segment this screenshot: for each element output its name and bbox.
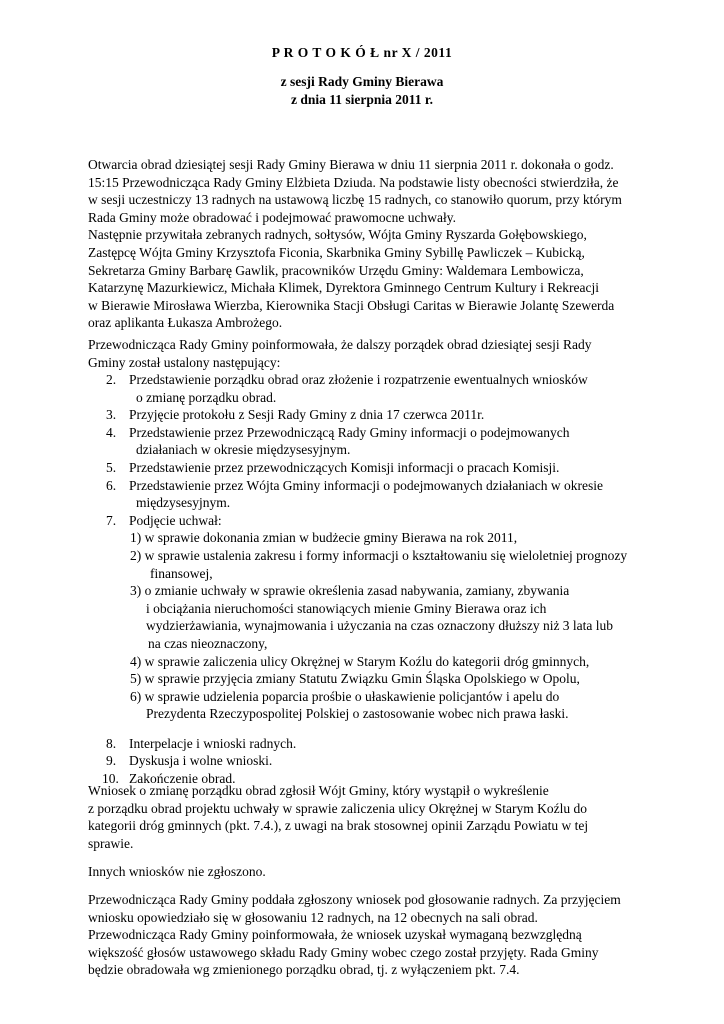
list-item bbox=[88, 371, 648, 406]
item-text: finansowej, bbox=[150, 565, 213, 581]
item-text: Przedstawienie przez Przewodniczącą Rady Gminy informacji o podejmowanych bbox=[129, 424, 570, 440]
text-line: Wniosek o zmianę porządku obrad zgłosił Wójt Gminy, który wystąpił o wykreślenie bbox=[88, 783, 549, 798]
no-other-motions bbox=[88, 863, 622, 881]
item-text: na czas nieoznaczony, bbox=[148, 635, 268, 651]
item-number: 3. bbox=[106, 407, 117, 423]
protocol-title: P R O T O K Ó Ł nr X / 2011 bbox=[271, 45, 453, 60]
text-line: Następnie przywitała zebranych radnych, sołtysów, Wójta Gminy Ryszarda Gołębowskiego, bbox=[88, 227, 587, 243]
list-item bbox=[88, 512, 648, 530]
text-line: w sesji uczestniczy 13 radnych na ustawową liczbę 15 radnych, co stanowiło quorum, przy którym bbox=[88, 192, 622, 208]
list-item bbox=[130, 547, 648, 582]
item-number: 6. bbox=[106, 477, 117, 493]
list-item bbox=[88, 459, 648, 477]
session-date: z dnia 11 sierpnia 2011 r. bbox=[290, 92, 434, 107]
item-text: 4) w sprawie zaliczenia ulicy Okrężnej w Starym Koźlu do kategorii dróg gminnych, bbox=[130, 653, 590, 669]
text-line: Przewodnicząca Rady Gminy poinformowała, że dalszy porządek obrad dziesiątej sesji Rady bbox=[88, 337, 592, 352]
item-number: 2. bbox=[106, 372, 117, 387]
item-text: Interpelacje i wnioski radnych. bbox=[129, 735, 297, 751]
session-subtitle: z sesji Rady Gminy Bierawa bbox=[280, 74, 444, 89]
list-item bbox=[88, 424, 648, 459]
list-item bbox=[130, 688, 648, 723]
text-line: Gminy został ustalony następujący: bbox=[88, 354, 281, 370]
item-text: o zmianę porządku obrad. bbox=[136, 389, 277, 405]
text-line: Sekretarza Gminy Barbarę Gawlik, pracowników Urzędu Gminy: Waldemara Lembowicza, bbox=[88, 262, 584, 278]
text-line: Rada Gminy może obradować i podejmować prawomocne uchwały. bbox=[88, 209, 457, 225]
text-line: kategorii dróg gminnych (pkt. 7.4.), z uwagi na brak stosownej opinii Zarządu Powiatu w tej bbox=[88, 818, 589, 834]
item-text: 1) w sprawie dokonania zmian w budżecie gminy Bierawa na rok 2011, bbox=[130, 530, 518, 546]
list-item bbox=[88, 735, 648, 753]
intro-paragraph bbox=[88, 156, 622, 332]
item-text: Przedstawienie przez przewodniczących Komisji informacji o pracach Komisji. bbox=[129, 459, 560, 475]
list-item bbox=[88, 406, 648, 424]
vote-paragraph bbox=[88, 891, 622, 979]
text-line: z porządku obrad projektu uchwały w sprawie zaliczenia ulicy Okrężnej w Starym Koźlu do bbox=[88, 800, 587, 816]
item-text: Przedstawienie porządku obrad oraz złożenie i rozpatrzenie ewentualnych wniosków bbox=[129, 372, 588, 387]
item-number: 8. bbox=[106, 735, 117, 751]
item-number: 7. bbox=[106, 512, 117, 528]
item-text: Przyjęcie protokołu z Sesji Rady Gminy z dnia 17 czerwca 2011r. bbox=[129, 407, 485, 423]
motion-paragraph bbox=[88, 782, 622, 852]
item-number: 9. bbox=[106, 753, 117, 769]
text-line: Katarzynę Mazurkiewicz, Michała Klimek, Dyrektora Gminnego Centrum Kultury i Rekreacji bbox=[88, 280, 599, 296]
item-text: i obciążania nieruchomości stanowiących mienie Gminy Bierawa oraz ich bbox=[146, 600, 547, 616]
text-line: będzie obradowała wg zmienionego porządku obrad, tj. z wyłączeniem pkt. 7.4. bbox=[88, 962, 520, 978]
item-text: 2) w sprawie ustalenia zakresu i formy informacji o kształtowaniu się wieloletniej prognozy bbox=[130, 547, 628, 563]
list-item bbox=[88, 752, 648, 770]
text-line: Przewodnicząca Rady Gminy poinformowała, że wniosek uzyskał wymaganą bezwzględną bbox=[88, 927, 582, 943]
item-text: Podjęcie uchwał: bbox=[129, 512, 222, 528]
text-line: sprawie. bbox=[88, 835, 134, 851]
item-text: Prezydenta Rzeczypospolitej Polskiej o zastosowanie wobec nich prawa łaski. bbox=[146, 706, 569, 722]
text-line: Innych wniosków nie zgłoszono. bbox=[88, 864, 266, 879]
item-text: Przedstawienie przez Wójta Gminy informacji o podejmowanych działaniach w okresie bbox=[129, 477, 603, 493]
item-text: Zakończenie obrad. bbox=[129, 771, 236, 787]
item-text: 5) w sprawie przyjęcia zmiany Statutu Związku Gmin Śląska Opolskiego w Opolu, bbox=[130, 671, 580, 687]
item-text: działaniach w okresie międzysesyjnym. bbox=[136, 442, 351, 458]
text-line: Przewodnicząca Rady Gminy poddała zgłoszony wniosek pod głosowanie radnych. Za przyjęciem bbox=[88, 892, 621, 907]
list-item bbox=[130, 653, 648, 671]
item-text: Dyskusja i wolne wnioski. bbox=[129, 753, 273, 769]
list-item bbox=[130, 582, 648, 652]
list-item bbox=[88, 477, 648, 512]
text-line: 15:15 Przewodnicząca Rady Gminy Elżbieta Dziuda. Na podstawie listy obecności stwierdziła, że bbox=[88, 174, 619, 190]
item-text: wydzierżawiania, wynajmowania i użyczania na czas oznaczony dłuższy niż 3 lata lub bbox=[146, 618, 614, 634]
list-item bbox=[130, 529, 648, 547]
item-number: 5. bbox=[106, 459, 117, 475]
text-line: Otwarcia obrad dziesiątej sesji Rady Gminy Bierawa w dniu 11 sierpnia 2011 r. dokonała o godz. bbox=[88, 157, 614, 172]
item-number: 10. bbox=[102, 771, 119, 787]
text-line: większość głosów ustawowego składu Rady Gminy wobec czego został przyjęty. Rada Gminy bbox=[88, 944, 599, 960]
text-line: wniosku opowiedziało się w głosowaniu 12 radnych, na 12 obecnych na sali obrad. bbox=[88, 909, 538, 925]
agenda-list bbox=[88, 371, 648, 788]
list-item bbox=[130, 670, 648, 688]
text-line: w Bierawie Mirosława Wierzba, Kierownika Stacji Obsługi Caritas w Bierawie Jolantę Szewerda bbox=[88, 297, 615, 313]
text-line: oraz aplikanta Łukasza Ambrożego. bbox=[88, 315, 283, 331]
agenda-intro bbox=[88, 336, 622, 371]
resolutions-sublist bbox=[88, 529, 648, 723]
item-text: 3) o zmianie uchwały w sprawie określenia zasad nabywania, zamiany, zbywania bbox=[130, 583, 570, 599]
item-text: międzysesyjnym. bbox=[136, 495, 231, 511]
item-text: 6) w sprawie udzielenia poparcia prośbie o ułaskawienie policjantów i apelu do bbox=[130, 688, 560, 704]
text-line: Zastępcę Wójta Gminy Krzysztofa Ficonia, Skarbnika Gminy Sybillę Pawliczek – Kubicką, bbox=[88, 244, 585, 260]
item-number: 4. bbox=[106, 424, 117, 440]
